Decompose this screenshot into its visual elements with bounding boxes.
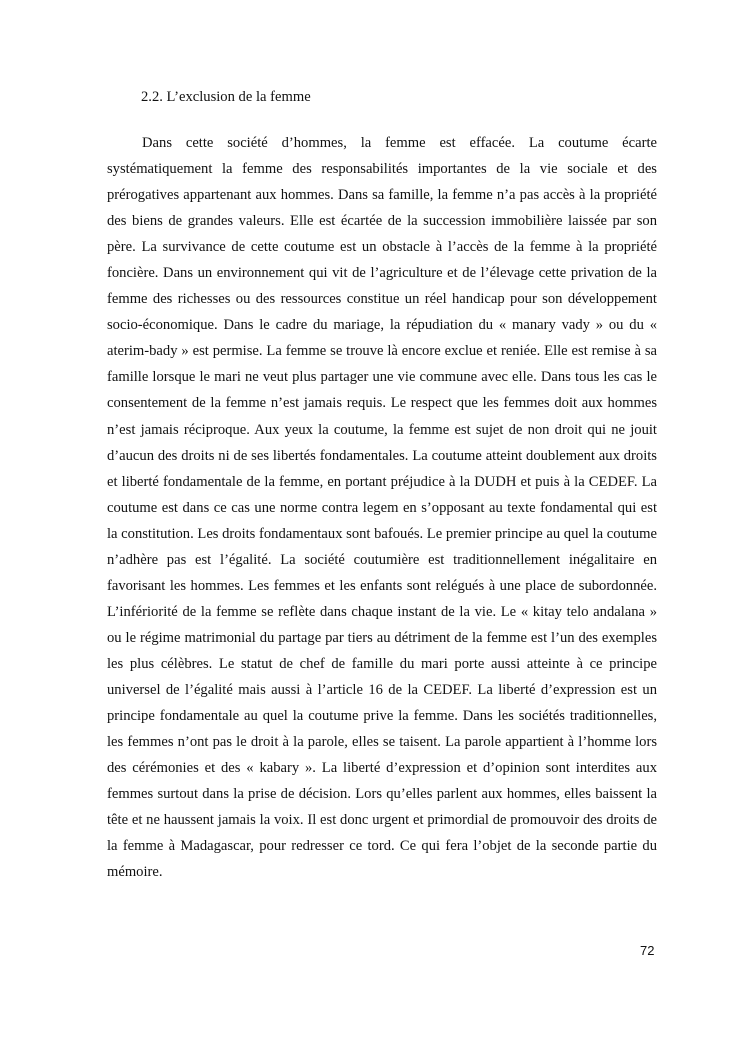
body-paragraph: Dans cette société d’hommes, la femme est effacée. La coutume écarte systématiquement la femme des responsabilités importantes de la vie sociale et des prérogatives appartenant aux hommes. Dans sa famille, la femme n’a pas accès à la propriété des biens de grandes valeurs. Elle est écartée de la succession immobilière laissée par son père. La survivance de cette coutume est un obstacle à l’accès de la femme à la propriété foncière. Dans un environnement qui vit de l’agriculture et de l’élevage cette privation de la femme des richesses ou des ressources constitue un réel handicap pour son développement socio-économique. Dans le cadre du mariage, la répudiation du « manary vady » ou du « aterim-bady » est permise. La femme se trouve là encore exclue et reniée. Elle est remise à sa famille lorsque le mari ne veut plus partager une vie commune avec elle. Dans tous les cas le consentement de la femme n’est jamais requis. Le respect que les femmes doit aux hommes n’est jamais réciproque. Aux yeux la coutume, la femme est sujet de non droit qui ne jouit d’aucun des droits ni de ses libertés fondamentales. La coutume atteint doublement aux droits et liberté fondamentale de la femme, en portant préjudice à la DUDH et puis à la CEDEF. La coutume est dans ce cas une norme contra legem en s’opposant au texte fondamental qui est la constitution. Les droits fondamentaux sont bafoués. Le premier principe au quel la coutume n’adhère pas est l’égalité. La société coutumière est traditionnellement inégalitaire en favorisant les hommes. Les femmes et les enfants sont relégués à une place de subordonnée. L’infériorité de la femme se reflète dans chaque instant de la vie. Le « kitay telo andalana » ou le régime matrimonial du partage par tiers au détriment de la femme est l’un des exemples les plus célèbres. Le statut de chef de famille du mari porte aussi atteinte à ce principe universel de l’égalité mais aussi à l’article 16 de la CEDEF. La liberté d’expression est un principe fondamentale au quel la coutume prive la femme. Dans les sociétés traditionnelles, les femmes n’ont pas le droit à la parole, elles se taisent. La parole appartient à l’homme lors des cérémonies et des « kabary ». La liberté d’expression et d’opinion sont interdites aux femmes surtout dans la prise de décision. Lors qu’elles parlent aux hommes, elles baissent la tête et ne haussent jamais la voix. Il est donc urgent et primordial de promouvoir des droits de la femme à Madagascar, pour redresser ce tord. Ce qui fera l’objet de la seconde partie du mémoire. — [107, 135, 657, 881]
page-number: 72 — [640, 943, 655, 958]
section-heading: 2.2. L’exclusion de la femme — [141, 89, 311, 105]
